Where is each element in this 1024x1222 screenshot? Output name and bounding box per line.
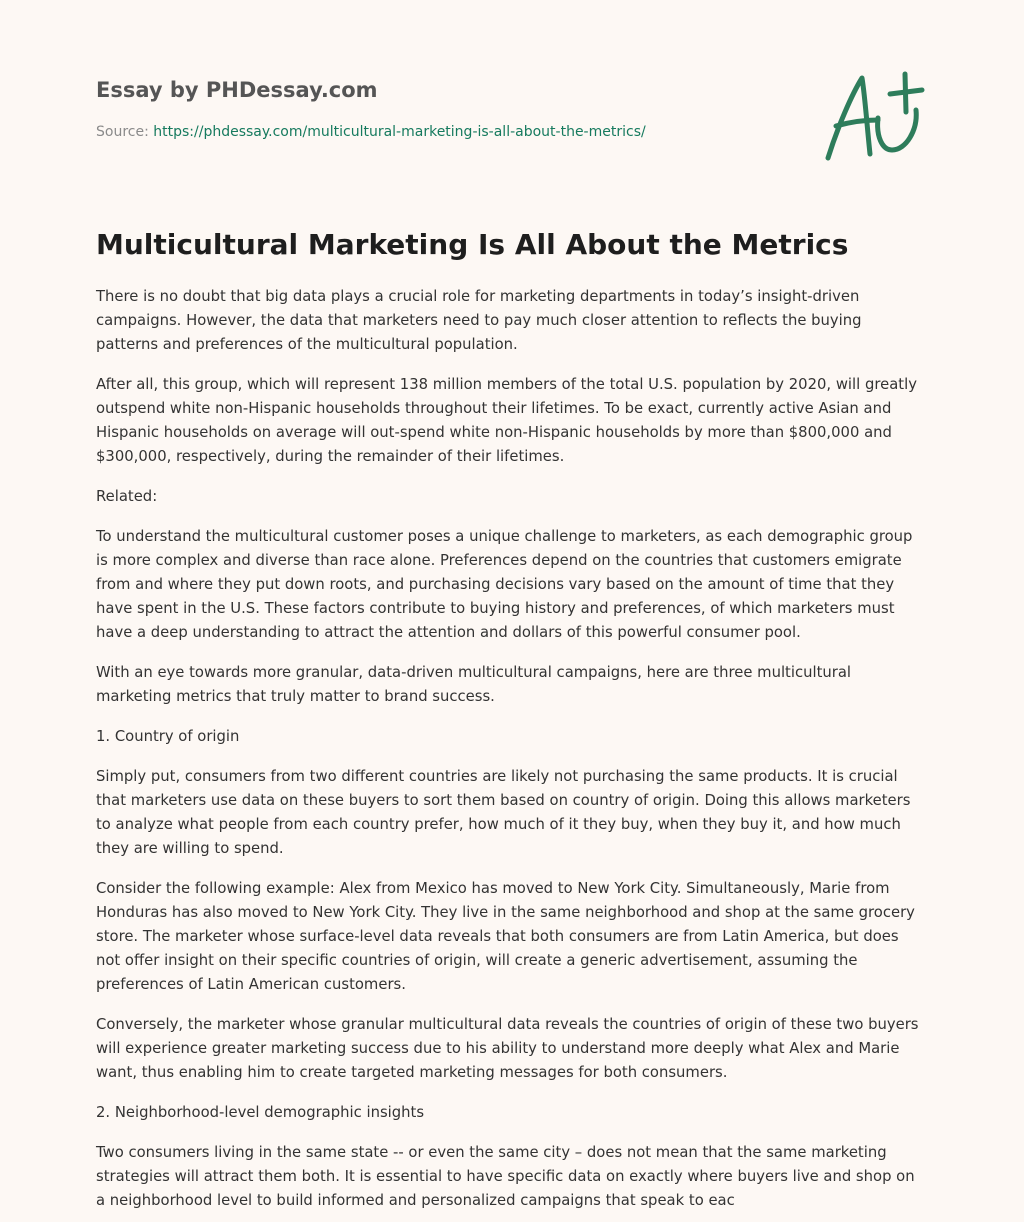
source-link[interactable]: https://phdessay.com/multicultural-marketing-is-all-about-the-metrics/ (153, 124, 646, 140)
a-plus-logo-icon (820, 66, 930, 166)
source-line (96, 122, 816, 142)
article (96, 225, 926, 1222)
page-header (96, 74, 816, 142)
paragraph: Two consumers living in the same state -- or even the same city – does not mean that the same marketing strategies will attract them both. It is essential to have specific data on exactly where buyers live and shop on a neighborhood level to build informed and personalized campaigns that speak to eac (96, 1144, 915, 1209)
paragraph: To understand the multicultural customer poses a unique challenge to marketers, as each demographic group is more complex and diverse than race alone. Preferences depend on the countries that customers emigrate from and where they put down roots, and purchasing decisions vary based on the amount of time that they have spent in the U.S. These factors contribute to buying history and preferences, of which marketers must have a deep understanding to attract the attention and dollars of this powerful consumer pool. (96, 528, 913, 641)
related-label: Related: (96, 488, 158, 505)
site-title: Essay by PHDessay.com (96, 78, 378, 102)
section-heading: 2. Neighborhood-level demographic insights (96, 1104, 425, 1121)
paragraph: Conversely, the marketer whose granular multicultural data reveals the countries of origin of these two buyers will experience greater marketing success due to his ability to understand more deeply what Alex and Marie want, thus enabling him to create targeted marketing messages for both consumers. (96, 1016, 919, 1081)
paragraph: Simply put, consumers from two different countries are likely not purchasing the same products. It is crucial that marketers use data on these buyers to sort them based on country of origin. Doing this allows marketers to analyze what people from each country prefer, how much of it they buy, when they buy it, and how much they are willing to spend. (96, 768, 911, 857)
article-title: Multicultural Marketing Is All About the Metrics (96, 228, 849, 261)
paragraph: With an eye towards more granular, data-driven multicultural campaigns, here are three multicultural marketing metrics that truly matter to brand success. (96, 664, 852, 705)
source-label: Source: (96, 124, 149, 140)
paragraph: There is no doubt that big data plays a crucial role for marketing departments in today’s insight-driven campaigns. However, the data that marketers need to pay much closer attention to reflects the buying patterns and preferences of the multicultural population. (96, 288, 862, 353)
paragraph: After all, this group, which will represent 138 million members of the total U.S. population by 2020, will greatly outspend white non-Hispanic households throughout their lifetimes. To be exact, currently active Asian and Hispanic households on average will out-spend white non-Hispanic households by more than $800,000 and $300,000, respectively, during the remainder of their lifetimes. (96, 376, 917, 465)
paragraph: Consider the following example: Alex from Mexico has moved to New York City. Simultaneously, Marie from Honduras has also moved to New York City. They live in the same neighborhood and shop at the same grocery store. The marketer whose surface-level data reveals that both consumers are from Latin America, but does not offer insight on their specific countries of origin, will create a generic advertisement, assuming the preferences of Latin American customers. (96, 880, 915, 993)
section-heading: 1. Country of origin (96, 728, 240, 745)
